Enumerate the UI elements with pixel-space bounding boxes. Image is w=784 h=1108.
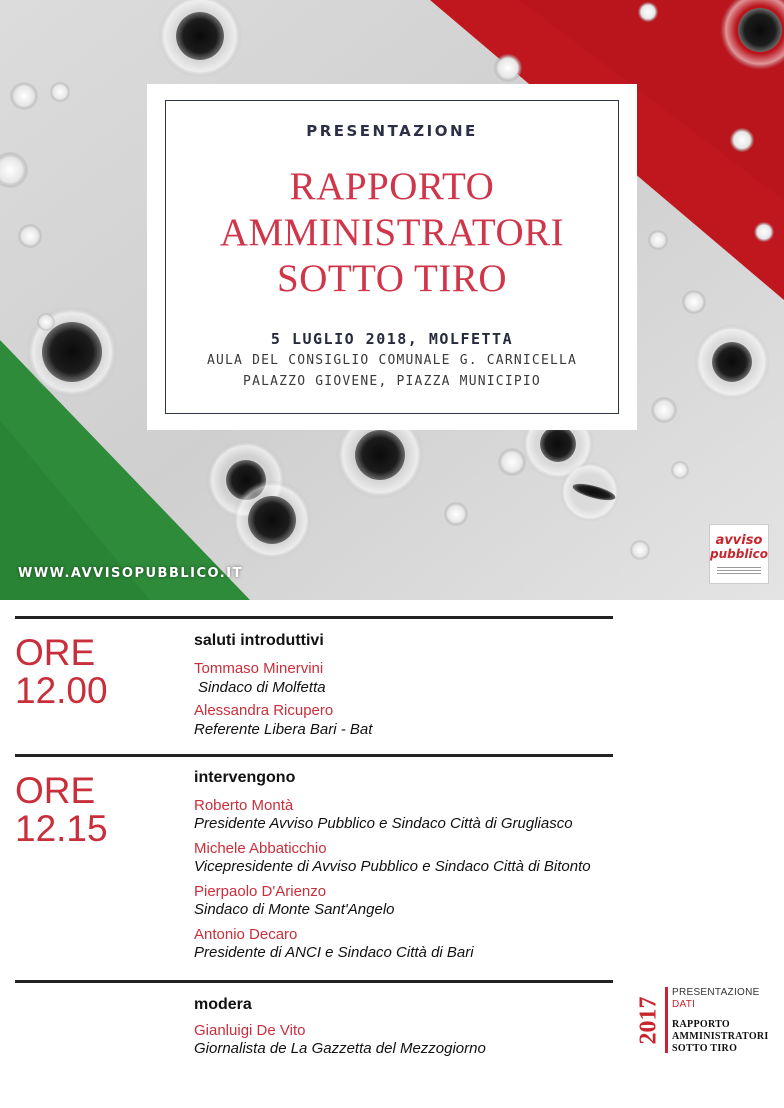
logo-subtext-lines xyxy=(713,565,765,577)
brand-line-dati: DATI xyxy=(672,999,696,1010)
speaker-role: Presidente Avviso Pubblico e Sindaco Città di Grugliasco xyxy=(194,815,573,832)
speaker-role: Referente Libera Bari - Bat xyxy=(194,721,373,738)
speaker-name: Pierpaolo D'Arienzo xyxy=(194,883,327,900)
time-label-1 xyxy=(15,634,108,710)
brand-year-text: 2017 xyxy=(635,996,662,1045)
speaker-name: Alessandra Ricupero xyxy=(194,702,334,719)
time-label-value: 12.15 xyxy=(15,808,108,849)
speaker-role: Sindaco di Monte Sant'Angelo xyxy=(194,901,395,918)
speaker-role: Sindaco di Molfetta xyxy=(198,679,326,696)
logo-text-line-1: avviso xyxy=(715,533,763,548)
section-divider xyxy=(15,980,613,983)
event-title-line-2: AMMINISTRATORI xyxy=(219,211,565,254)
section-heading: saluti introduttivi xyxy=(194,632,324,649)
speaker-name: Tommaso Minervini xyxy=(194,660,324,677)
event-place-line-2: PALAZZO GIOVENE, PIAZZA MUNICIPIO xyxy=(243,374,541,389)
event-date: 5 LUGLIO 2018, MOLFETTA xyxy=(270,330,514,348)
section-divider xyxy=(15,754,613,757)
avviso-pubblico-logo xyxy=(709,524,769,584)
speaker-role: Giornalista de La Gazzetta del Mezzogiorno xyxy=(194,1040,486,1057)
speaker-name: Roberto Montà xyxy=(194,797,294,814)
event-title-line-3: SOTTO TIRO xyxy=(277,257,507,300)
brand-year xyxy=(636,985,662,1055)
speaker-name: Antonio Decaro xyxy=(194,926,298,943)
event-kicker: PRESENTAZIONE xyxy=(306,122,478,140)
time-label-2 xyxy=(15,772,108,848)
brand-title-line-1: RAPPORTO xyxy=(672,1019,730,1030)
time-label-ore: ORE xyxy=(15,632,96,673)
speaker-name: Gianluigi De Vito xyxy=(194,1022,306,1039)
speaker-role: Vicepresidente di Avviso Pubblico e Sindaco Città di Bitonto xyxy=(194,858,591,875)
event-place-line-1: AULA DEL CONSIGLIO COMUNALE G. CARNICELLA xyxy=(206,353,578,368)
speaker-name: Michele Abbaticchio xyxy=(194,840,327,857)
time-label-value: 12.00 xyxy=(15,670,108,711)
section-heading: modera xyxy=(194,996,252,1013)
section-heading: intervengono xyxy=(194,769,296,786)
time-label-ore: ORE xyxy=(15,770,96,811)
section-divider xyxy=(15,616,613,619)
logo-text-line-2: pubblico xyxy=(710,547,768,561)
brand-title-line-2: AMMINISTRATORI xyxy=(672,1031,769,1042)
brand-line-presentazione: PRESENTAZIONE xyxy=(672,987,760,998)
website-link[interactable]: WWW.AVVISOPUBBLICO.IT xyxy=(18,566,243,581)
brand-title-line-3: SOTTO TIRO xyxy=(672,1043,738,1054)
brand-accent-bar xyxy=(665,987,668,1053)
speaker-role: Presidente di ANCI e Sindaco Città di Bari xyxy=(194,944,474,961)
event-title-line-1: RAPPORTO xyxy=(289,165,495,208)
